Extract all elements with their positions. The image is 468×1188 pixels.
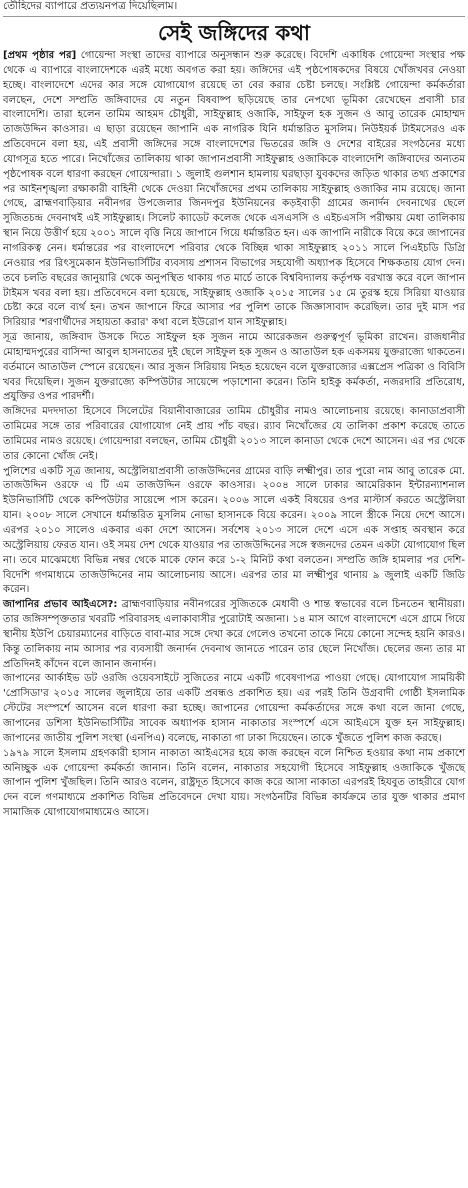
article-paragraph	[3, 672, 465, 746]
article-paragraph	[3, 465, 465, 599]
paragraph-text: ১৯৭৯ সালে ইসলাম গ্রহণকারী হাসান নাকাতা আইএসের হয়ে কাজ করছেন বলে নিশ্চিত হওয়ার কথা নাম প্রকাশে অনিচ্ছুক এক গোয়েন্দা কর্মকর্তা জানান। তিনি বলেন, নাকাতার সহযোগী হিসেবে সাইফুল্লাহ ওজাকিকে খুঁজছে জাপান পুলিশ খুঁজছিল। তিনি আরও বলেন, রাষ্ট্রদূত হিসেবে কাজ করে আসা নাকাতা এরপরই হিযবুত তাহরীরে যোগ দেন বলে গণমাধ্যমে প্রকাশিত বিভিন্ন প্রতিবেদনে দেখা যায়। সংগঠনটির বিভিন্ন কার্যক্রমে তার যুক্ত থাকার প্রমাণ সামাজিক যোগাযোগমাধ্যমেও আসে।	[3, 747, 465, 819]
article-body	[3, 49, 465, 821]
paragraph-text: পুলিশের একটি সূত্র জানায়, অস্ট্রেলিয়াপ্রবাসী তাজউদ্দিনের গ্রামের বাড়ি লক্ষ্মীপুর। তার পুরো নাম আবু তারেক মো. তাজউদ্দিন ওরফে এ টি এম তাজউদ্দিন ওরফে কাওসার। ২০০৪ সালে ঢাকার আমেরিকান ইন্টারন্যাশনাল ইউনিভার্সিটি থেকে কম্পিউটার সায়েন্সে পাস করেন। ২০০৬ সালে একই বিষয়ের ওপর মাস্টার্স করতে অস্ট্রেলিয়া যান। ২০০৮ সালে সেখানে ধর্মান্তরিত মুসলিম নোভা হাসানকে বিয়ে করেন। ২০০৯ সালে স্ত্রীকে নিয়ে দেশে আসে। এরপর ২০১০ সালেও একবার একা দেশে আসেন। সর্বশেষ ২০১৩ সালে দেশে এসে এক সপ্তাহ অবস্থান করে অস্ট্রেলিয়ায় ফেরত যান। ওই সময় দেশ থেকে যাওয়ার পর তাজউদ্দিনের সঙ্গে স্বজনদের তেমন একটা যোগাযোগ ছিল না। তবে মাঝেমধ্যে বিভিন্ন নম্বর থেকে মাকে ফোন করে ১-২ মিনিট কথা বলতেন। সম্প্রতি জঙ্গি হামলার পর দেশি-বিদেশি গণমাধ্যমে তাজউদ্দিনের নাম আলোচনায় আসে। এরপর তার মা লক্ষ্মীপুর থানায় ৯ জুলাই একটি জিডি করেন।	[3, 465, 465, 596]
article-paragraph	[3, 331, 465, 405]
paragraph-text: সূত্র জানায়, জঙ্গিবাদ উসকে দিতে সাইফুল হক সুজন নামে আরেকজন গুরুত্বপূর্ণ ভূমিকা রাখেন। রাজধানীর মোহাম্মদপুরের বাসিন্দা আবুল হাসনাতের দুই ছেলে সাইফুল হক সুজন ও আতাউল হক একসময় যুক্তরাজ্যে থাকতেন। বর্তমানে আতাউল স্পেনে রয়েছেন। আর সুজন সিরিয়ায় নিহত হয়েছেন বলে যুক্তরাজ্যের এক্সপ্রেস পত্রিকা ও বিবিসি খবর দিয়েছিল। সুজন যুক্তরাজ্যে কম্পিউটার সায়েন্সে পড়াশোনা করেন। তিনি হাইকু কর্মকর্তা, নজরদারি প্রতিরোধ, প্রযুক্তির ওপর পারদর্শী।	[3, 332, 465, 403]
previous-article-tail: তৌহিদের ব্যাপারে প্রত্যয়নপত্র দিয়েছিলাম।	[3, 0, 465, 17]
paragraph-text: গোয়েন্দা সংস্থা তাদের ব্যাপারে অনুসন্ধান শুরু করেছে। বিদেশি একাধিক গোয়েন্দা সংস্থার পক্ষ থেকে এ ব্যাপারে বাংলাদেশকে এরই মধ্যে অবগত করা হয়। জঙ্গিদের এই পৃষ্ঠপোষকদের বিষয়ে খোঁজখবর নেওয়া হচ্ছে। বাংলাদেশে এদের কার সঙ্গে যোগাযোগ রয়েছে তা বের করার চেষ্টা চলছে। সংশ্লিষ্ট গোয়েন্দা কর্মকর্তারা বলছেন, দেশে সম্প্রতি জঙ্গিবাদের যে নতুন বিষবাষ্প ছড়িয়েছে তার নেপথ্যে ভূমিকা রেখেছেন প্রবাসী চার বাংলাদেশি। তারা হলেন তামিম আহমদ চৌধুরী, সাইফুল্লাহ ওজাকি, সাইফুল হক সুজন ও আবু তারেক মোহাম্মদ তাজউদ্দিন কাওসার। এ ছাড়া রয়েছেন জাপানি এক নাগরিক যিনি ধর্মান্তরিত মুসলিম। নিউইয়র্ক টাইমসেরও এক প্রতিবেদনে বলা হয়, এই প্রবাসী জঙ্গিদের সঙ্গে বাংলাদেশের ভিতরের জঙ্গি ও দেশের বাইরের সংগঠনের মধ্যে যোগসূত্র হতে পারে। নিখোঁজের তালিকায় থাকা জাপানপ্রবাসী সাইফুল্লাহ ওজাকিকে বাংলাদেশি জঙ্গিবাদের অন্যতম পৃষ্ঠপোষক বলে ধারণা করছেন গোয়েন্দারা। ১ জুলাই গুলশান হামলায় ঘরছাড়া যুবকদের জড়িত থাকার তথ্য প্রকাশের পর আইনশৃঙ্খলা রক্ষাকারী বাহিনী থেকে দেওয়া নিখোঁজদের প্রথম তালিকায় সাইফুল্লাহ ওজাকির নাম রয়েছে। জানা গেছে, ব্রাহ্মণবাড়িয়ার নবীনগর উপজেলার জিনদপুর ইউনিয়নের কড়ইবাড়ী গ্রামের জনার্দন দেবনাথের ছেলে সুজিতচন্দ্র দেবনাথই এই সাইফুল্লাহ। সিলেট ক্যাডেট কলেজ থেকে এসএসসি ও এইচএসসি পরীক্ষায় মেধা তালিকায় স্থান নিয়ে উত্তীর্ণ হয়ে ২০০১ সালে বৃত্তি নিয়ে জাপানে গিয়ে ধর্মান্তরিত হন। এক জাপানি নারীকে বিয়ে করে জাপানের নাগরিকত্ব নেন। ধর্মান্তরের পর বাংলাদেশে পরিবার থেকে বিচ্ছিন্ন থাকা সাইফুল্লাহ ২০১১ সালে পিএইচডি ডিগ্রি নেওয়ার পর রিৎসুমেকান ইউনিভার্সিটির ব্যবসায় প্রশাসন বিভাগের সহযোগী অধ্যাপক হিসেবে শিক্ষকতায় যোগ দেন। তবে চলতি বছরের জানুয়ারি থেকে অনুপস্থিত থাকায় গত মার্চে তাকে বিশ্ববিদ্যালয় কর্তৃপক্ষ বরখাস্ত করে বলে জাপান টাইমস খবর বলা হয়। প্রতিবেদনে বলা হয়েছে, সাইফুল্লাহ ওজাকি ২০১৫ সালের ১৫ মে তুরস্ক হয়ে সিরিয়া যাওয়ার চেষ্টা করে বলে ব্যর্থ হন। তখন জাপানে ফিরে আসার পর পুলিশ তাকে জিজ্ঞাসাবাদ করেছিল। তার দুই মাস পর সিরিয়ার 'শরণার্থীদের সহায়তা করার' কথা বলে ইউরোপ যান সাইফুল্লাহ।	[3, 50, 465, 329]
article-paragraph	[3, 405, 465, 464]
paragraph-text: জাপানের আর্কাইভ ডট ওরজি ওয়েবসাইটে সুজিতের নামে একটি গবেষণাপত্র পাওয়া গেছে। যোগাযোগ সাময়িকী 'প্রোসিডা'র ২০১৫ সালের জুলাইয়ে তার একটি প্রবন্ধও প্রকাশিত হয়। এর পরই তিনি উগ্রবাদী গোষ্ঠী ইসলামিক স্টেটের সংস্পর্শে আসেন বলে ধারণা করা হচ্ছে। জাপানের গোয়েন্দা কর্মকর্তাদের সঙ্গে কথা বলে জানা গেছে, জাপানের ডশিসা ইউনিভার্সিটির সাবেক অধ্যাপক হাসান নাকাতার সংস্পর্শে এসে আইএসে যুক্ত হন সাইফুল্লাহ। জাপানের জাতীয় পুলিশ সংস্থা (এনপিএ) বলেছে, নাকাতা গা ঢাকা দিয়েছেন। তাকে খুঁজতে পুলিশ কাজ করছে।	[3, 673, 465, 744]
continuation-tag: [প্রথম পৃষ্ঠার পর]	[3, 50, 77, 61]
paragraph-text: জঙ্গিদের মদদদাতা হিসেবে সিলেটের বিয়ানীবাজারের তামিম চৌধুরীর নামও আলোচনায় রয়েছে। কানাডাপ্রবাসী তামিমের সঙ্গে তার পরিবারের যোগাযোগ নেই প্রায় পাঁচ বছর। র‍্যাব নিখোঁজের যে তালিকা প্রকাশ করেছে তাতে তামিমের নামও রয়েছে। গোয়েন্দারা বলছেন, তামিম চৌধুরী ২০১৩ সালে কানাডা থেকে দেশে আসেন। এর পর থেকে তার কোনো খোঁজ নেই।	[3, 406, 465, 462]
subheading: জাপানির প্রভাব আইএসে?:	[3, 599, 118, 611]
article-paragraph	[3, 747, 465, 821]
article-paragraph	[3, 49, 465, 331]
article-paragraph	[3, 598, 465, 672]
article-headline: সেই জঙ্গিদের কথা	[157, 21, 311, 45]
paragraph-text: ব্রাহ্মণবাড়িয়ার নবীনগরের সুজিতকে মেধাবী ও শান্ত স্বভাবের বলে চিনতেন স্থানীয়রা। তার জঙ্গিসম্পৃক্ততার খবরটি পরিবারসহ এলাকাবাসীর পুরোটাই অজানা। ১৪ মাস আগে বাংলাদেশে এসে গ্রামে গিয়ে স্থানীয় ইউপি চেয়ারম্যানের বাড়িতে বাবা-মার সঙ্গে দেখা করে গেলেও তখনো তাকে নিয়ে কোনো সন্দেহ হয়নি কারও। কিন্তু তালিকায় নাম আসার পর ব্যবসায়ী জনার্দন দেবনাথ জানতে পারেন তার ছেলে নিখোঁজ। ছেলের জন্য তার মা প্রতিদিনই কাঁদেন বলে জানান জনার্দন।	[3, 599, 465, 670]
